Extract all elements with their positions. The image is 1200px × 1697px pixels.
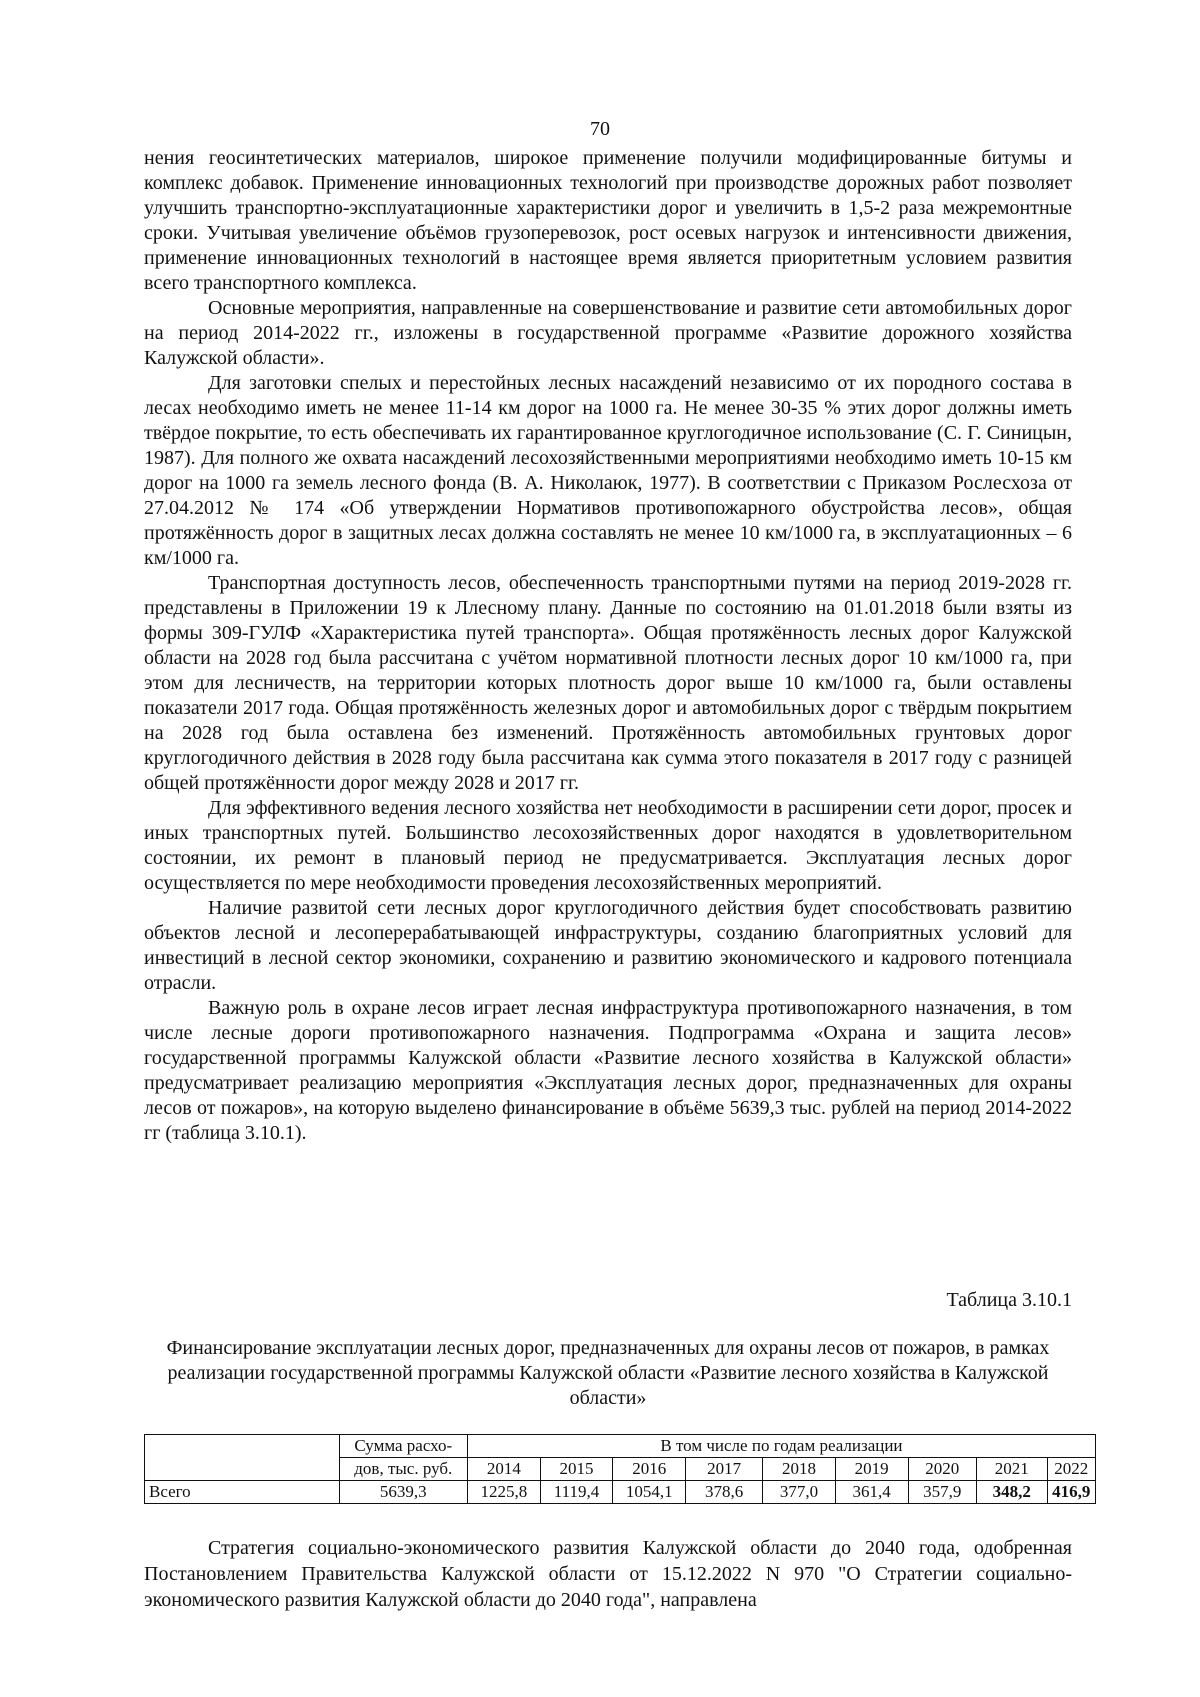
value-cell: 1119,4 — [540, 1481, 613, 1504]
paragraph: нения геосинтетических материалов, широкое применение получили модифицированные битумы и комплекс добавок. Применение инновационных технологий при производстве дорожных работ позволяет улучшить транспортно-эксплуатационные характеристики дорог и увеличить в 1,5-2 раза межремонтные сроки. Учитывая увеличение объёмов грузоперевозок, рост осевых нагрузок и интенсивности движения, применение инновационных технологий в настоящее время является приоритетным условием развития всего транспортного комплекса. — [144, 147, 1072, 294]
table-label: Таблица 3.10.1 — [946, 1289, 1072, 1311]
year-header-cell: 2019 — [835, 1458, 908, 1481]
value-cell: 1054,1 — [613, 1481, 686, 1504]
page-number: 70 — [590, 118, 610, 140]
table-row — [145, 1481, 1096, 1504]
year-header-cell: 2020 — [908, 1458, 976, 1481]
paragraph: Для эффективного ведения лесного хозяйства нет необходимости в расширении сети дорог, просек и иных транспортных путей. Большинство лесохозяйственных дорог находятся в удовлетворительном состоянии, их ремонт в плановый период не предусматривается. Эксплуатация лесных дорог осуществляется по мере необходимости проведения лесохозяйственных мероприятий. — [144, 797, 1072, 894]
year-header-cell: 2021 — [976, 1458, 1047, 1481]
year-header-cell: 2017 — [686, 1458, 763, 1481]
table-title: Финансирование эксплуатации лесных дорог, предназначенных для охраны лесов от пожаров, в рамках реализации государственной программы Калужской области «Развитие лесного хозяйства в Калужской области» — [166, 1337, 1050, 1409]
year-header-cell: 2014 — [467, 1458, 540, 1481]
sum-header-cell: дов, тыс. руб. — [339, 1458, 467, 1481]
years-header-cell: В том числе по годам реализации — [467, 1435, 1095, 1458]
value-cell: 377,0 — [763, 1481, 836, 1504]
paragraph: Наличие развитой сети лесных дорог круглогодичного действия будет способствовать развитию объектов лесной и лесоперерабатывающей инфраструктуры, созданию благоприятных условий для инвестиций в лесной сектор экономики, сохранению и развитию экономического и кадрового потенциала отрасли. — [144, 897, 1072, 994]
paragraph: Транспортная доступность лесов, обеспеченность транспортными путями на период 2019-2028 гг. представлены в Приложении 19 к Ллесному плану. Данные по состоянию на 01.01.2018 были взяты из формы 309-ГУЛФ «Характеристика путей транспорта». Общая протяжённость лесных дорог Калужской области на 2028 год была рассчитана с учётом нормативной плотности лесных дорог 10 км/1000 га, при этом для лесничеств, на территории которых плотность дорог выше 10 км/1000 га, были оставлены показатели 2017 года. Общая протяжённость железных дорог и автомобильных дорог с твёрдым покрытием на 2028 год была оставлена без изменений. Протяжённость автомобильных грунтовых дорог круглогодичного действия в 2028 году была рассчитана как сумма этого показателя в 2017 году с разницей общей протяжённости дорог между 2028 и 2017 гг. — [144, 572, 1072, 794]
value-cell: 357,9 — [908, 1481, 976, 1504]
sum-header-cell: Сумма расхо- — [339, 1435, 467, 1458]
year-header-cell: 2018 — [763, 1458, 836, 1481]
value-cell: 348,2 — [976, 1481, 1047, 1504]
year-header-cell: 2022 — [1047, 1458, 1095, 1481]
year-header-cell: 2016 — [613, 1458, 686, 1481]
paragraph: Важную роль в охране лесов играет лесная инфраструктура противопожарного назначения, в том числе лесные дороги противопожарного назначения. Подпрограмма «Охрана и защита лесов» государственной программы Калужской области «Развитие лесного хозяйства в Калужской области» предусматривает реализацию мероприятия «Эксплуатация лесных дорог, предназначенных для охраны лесов от пожаров», на которую выделено финансирование в объёме 5639,3 тыс. рублей на период 2014-2022 гг (таблица 3.10.1). — [144, 997, 1072, 1144]
financing-table — [144, 1434, 1096, 1504]
year-header-cell: 2015 — [540, 1458, 613, 1481]
strategy-text — [144, 1535, 1072, 1613]
paragraph: Для заготовки спелых и перестойных лесных насаждений независимо от их породного состава в лесах необходимо иметь не менее 11-14 км дорог на 1000 га. Не менее 30-35 % этих дорог должны иметь твёрдое покрытие, то есть обеспечивать их гарантированное круглогодичное использование (С. Г. Синицын, 1987). Для полного же охвата насаждений лесохозяйственными мероприятиями необходимо иметь 10-15 км дорог на 1000 га земель лесного фонда (В. А. Николаюк, 1977). В соответствии с Приказом Рослесхоза от 27.04.2012 № 174 «Об утверждении Нормативов противопожарного обустройства лесов», общая протяжённость дорог в защитных лесах должна составлять не менее 10 км/1000 га, в эксплуатационных – 6 км/1000 га. — [144, 372, 1072, 569]
value-cell: 416,9 — [1047, 1481, 1095, 1504]
table-header-row — [145, 1435, 1096, 1458]
table-corner-cell — [145, 1435, 340, 1481]
row-label-cell: Всего — [145, 1481, 340, 1504]
value-cell: 378,6 — [686, 1481, 763, 1504]
body-text — [144, 146, 1072, 1146]
paragraph: Стратегия социально-экономического развития Калужской области до 2040 года, одобренная Постановлением Правительства Калужской области от 15.12.2022 N 970 "О Стратегии социально-экономического развития Калужской области до 2040 года", направлена — [144, 1537, 1072, 1611]
value-cell: 361,4 — [835, 1481, 908, 1504]
value-cell: 1225,8 — [467, 1481, 540, 1504]
paragraph: Основные мероприятия, направленные на совершенствование и развитие сети автомобильных дорог на период 2014-2022 гг., изложены в государственной программе «Развитие дорожного хозяйства Калужской области». — [144, 297, 1072, 369]
row-sum-cell: 5639,3 — [339, 1481, 467, 1504]
